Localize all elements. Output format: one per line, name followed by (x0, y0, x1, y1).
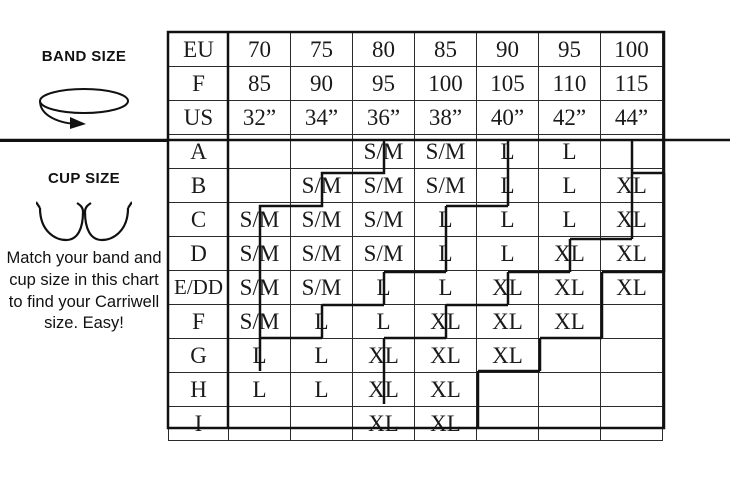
header-cell: 105 (477, 67, 539, 101)
size-cell (477, 407, 539, 441)
header-cell: 100 (415, 67, 477, 101)
table-row (169, 271, 663, 305)
size-cell: XL (477, 271, 539, 305)
size-cell: S/M (353, 237, 415, 271)
header-cell: 80 (353, 33, 415, 67)
header-cell: 95 (353, 67, 415, 101)
header-cell: 38” (415, 101, 477, 135)
size-cell: XL (353, 373, 415, 407)
size-cell: XL (477, 339, 539, 373)
size-cell: S/M (415, 135, 477, 169)
cup-row-header: H (169, 373, 229, 407)
header-cell: 115 (601, 67, 663, 101)
table-row (169, 203, 663, 237)
size-cell: XL (539, 237, 601, 271)
header-cell: 100 (601, 33, 663, 67)
size-cell: S/M (291, 169, 353, 203)
size-cell: S/M (353, 169, 415, 203)
size-cell (601, 305, 663, 339)
size-cell: S/M (353, 135, 415, 169)
size-cell: L (477, 135, 539, 169)
cup-row-header: A (169, 135, 229, 169)
size-cell: XL (415, 407, 477, 441)
size-cell (539, 373, 601, 407)
band-size-label: BAND SIZE (41, 48, 127, 65)
row-header-f: F (169, 67, 229, 101)
header-cell: 36” (353, 101, 415, 135)
size-cell: L (291, 373, 353, 407)
size-cell (229, 135, 291, 169)
size-cell: S/M (229, 305, 291, 339)
bra-cup-icon (36, 198, 132, 244)
table-row (169, 339, 663, 373)
table-row (169, 169, 663, 203)
header-cell: 32” (229, 101, 291, 135)
header-cell: 95 (539, 33, 601, 67)
size-cell: L (353, 271, 415, 305)
table-row (169, 67, 663, 101)
header-cell: 85 (229, 67, 291, 101)
size-chart-table (168, 32, 663, 441)
size-cell: XL (415, 373, 477, 407)
left-legend-panel (0, 0, 168, 486)
size-cell: XL (353, 407, 415, 441)
row-header-us: US (169, 101, 229, 135)
size-cell: L (229, 373, 291, 407)
table-row (169, 135, 663, 169)
size-cell (477, 373, 539, 407)
header-cell: 110 (539, 67, 601, 101)
size-cell: S/M (291, 203, 353, 237)
size-cell (601, 373, 663, 407)
size-cell (291, 135, 353, 169)
size-cell (601, 339, 663, 373)
table-row (169, 101, 663, 135)
size-cell: L (291, 339, 353, 373)
size-cell: XL (539, 305, 601, 339)
cup-row-header: C (169, 203, 229, 237)
size-cell: S/M (229, 203, 291, 237)
header-cell: 42” (539, 101, 601, 135)
size-cell: S/M (415, 169, 477, 203)
header-cell: 34” (291, 101, 353, 135)
size-cell: XL (601, 271, 663, 305)
cup-row-header: I (169, 407, 229, 441)
size-cell: L (477, 237, 539, 271)
header-cell: 90 (477, 33, 539, 67)
size-cell (229, 169, 291, 203)
cup-row-header: D (169, 237, 229, 271)
size-cell: S/M (291, 271, 353, 305)
size-cell: S/M (353, 203, 415, 237)
size-cell (229, 407, 291, 441)
band-loop-arrow-icon (34, 84, 134, 130)
header-cell: 85 (415, 33, 477, 67)
table-row (169, 237, 663, 271)
cup-row-header: G (169, 339, 229, 373)
size-cell (291, 407, 353, 441)
table-row (169, 305, 663, 339)
size-cell: XL (601, 237, 663, 271)
size-cell: S/M (291, 237, 353, 271)
header-cell: 90 (291, 67, 353, 101)
cup-size-label: CUP SIZE (47, 170, 121, 187)
size-cell: XL (477, 305, 539, 339)
size-cell: XL (601, 203, 663, 237)
size-cell: L (539, 169, 601, 203)
size-cell: L (539, 203, 601, 237)
header-cell: 40” (477, 101, 539, 135)
size-cell (601, 407, 663, 441)
row-header-eu: EU (169, 33, 229, 67)
cup-row-header: F (169, 305, 229, 339)
table-row (169, 33, 663, 67)
size-cell (539, 407, 601, 441)
header-cell: 44” (601, 101, 663, 135)
size-cell: L (477, 169, 539, 203)
table-row (169, 407, 663, 441)
cup-row-header: E/DD (169, 271, 229, 305)
size-cell: L (229, 339, 291, 373)
left-panel-divider (0, 140, 168, 142)
size-cell: XL (539, 271, 601, 305)
size-cell: XL (601, 169, 663, 203)
size-cell: S/M (229, 237, 291, 271)
cup-row-header: B (169, 169, 229, 203)
size-cell: XL (353, 339, 415, 373)
size-cell: L (353, 305, 415, 339)
size-cell: L (477, 203, 539, 237)
size-cell: L (539, 135, 601, 169)
header-cell: 70 (229, 33, 291, 67)
size-cell: XL (415, 305, 477, 339)
size-cell: L (291, 305, 353, 339)
size-cell: L (415, 237, 477, 271)
size-cell (539, 339, 601, 373)
size-cell (601, 135, 663, 169)
table-row (169, 373, 663, 407)
size-cell: L (415, 271, 477, 305)
size-cell: XL (415, 339, 477, 373)
size-cell: S/M (229, 271, 291, 305)
size-cell: L (415, 203, 477, 237)
instructions-text: Match your band and cup size in this chart to find your Carriwell size. Easy! (6, 249, 162, 333)
header-cell: 75 (291, 33, 353, 67)
